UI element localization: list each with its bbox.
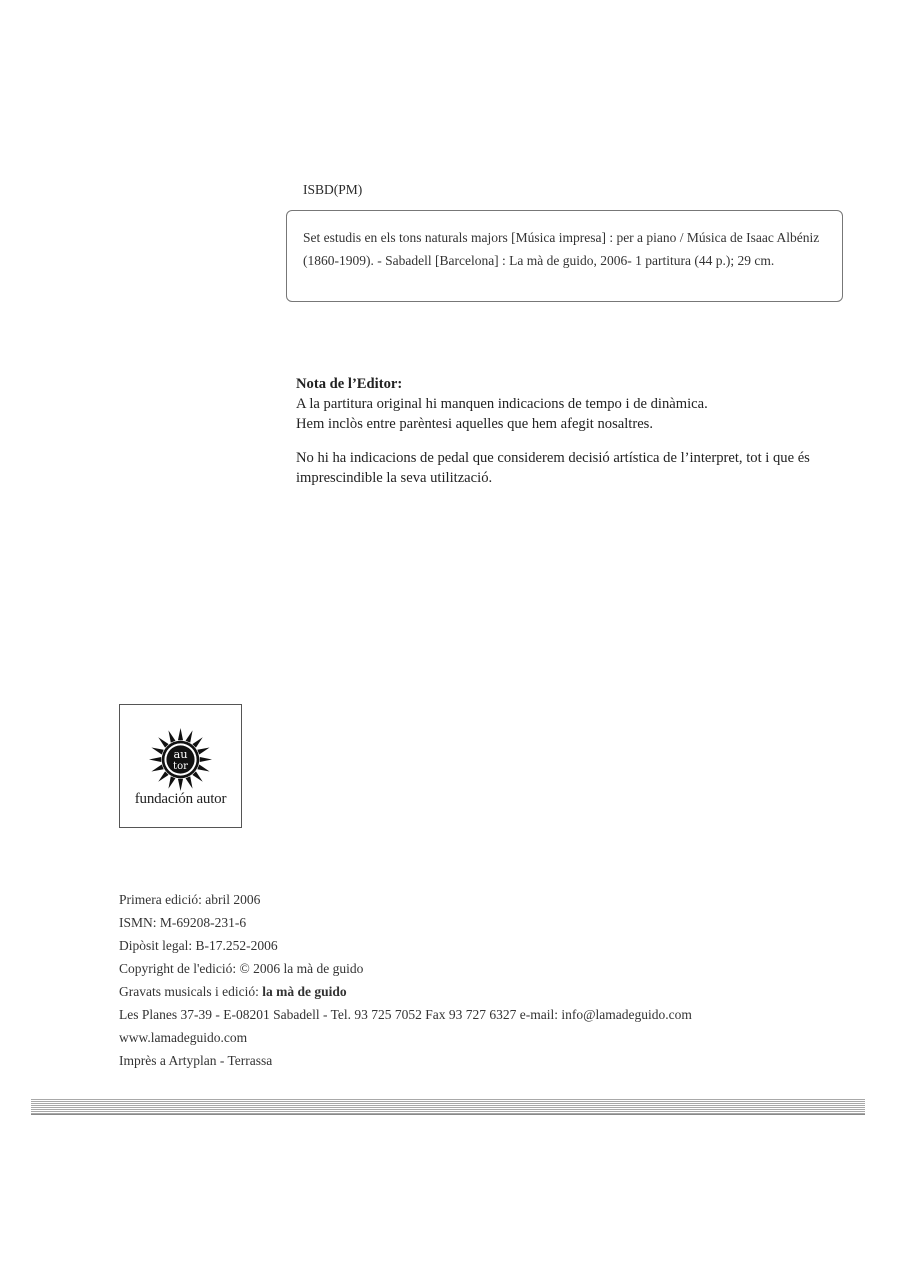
fundacion-autor-logo bbox=[119, 704, 242, 828]
isbd-record-text: Set estudis en els tons naturals majors [Música impresa] : per a piano / Música de Isaac Albéniz (1860-1909). - Sabadell [Barcelona] : La mà de guido, 2006- 1 partitura (44 p.); 29 cm. bbox=[303, 230, 820, 268]
colophon-credits bbox=[119, 888, 692, 1072]
sun-ray bbox=[186, 776, 193, 788]
logo-caption: fundación autor bbox=[134, 791, 227, 807]
sun-ray bbox=[192, 771, 202, 781]
editor-note-line-2: Hem inclòs entre parèntesi aquelles que hem afegit nosaltres. bbox=[296, 416, 654, 432]
sun-ray bbox=[186, 730, 193, 742]
editor-note bbox=[296, 374, 846, 488]
emblem-letters-bottom: tor bbox=[173, 760, 188, 772]
sun-ray bbox=[151, 765, 163, 772]
editor-note-title: Nota de l’Editor: bbox=[296, 376, 403, 392]
sun-ray bbox=[149, 757, 161, 762]
editor-note-paragraph-2: No hi ha indicacions de pedal que considerem decisió artística de l’interpret, tot i que és imprescindible la seva utilització. bbox=[296, 450, 810, 486]
sun-ray bbox=[158, 737, 168, 747]
printer: Imprès a Artyplan - Terrassa bbox=[119, 1053, 273, 1068]
sun-ray bbox=[200, 757, 212, 762]
emblem-letters-top: au bbox=[173, 747, 188, 762]
engraving-publisher: la mà de guido bbox=[262, 984, 347, 999]
copyright: Copyright de l'edició: © 2006 la mà de guido bbox=[119, 961, 364, 976]
sun-ray bbox=[168, 776, 175, 788]
sun-ray bbox=[168, 730, 175, 742]
legal-deposit: Dipòsit legal: B-17.252-2006 bbox=[119, 938, 278, 953]
first-edition: Primera edició: abril 2006 bbox=[119, 892, 261, 907]
sun-ray bbox=[158, 771, 168, 781]
sun-ray bbox=[197, 747, 209, 754]
footer-rule bbox=[31, 1099, 865, 1115]
sun-emblem-icon bbox=[147, 726, 214, 793]
sun-ray bbox=[192, 737, 202, 747]
isbd-label: ISBD(PM) bbox=[303, 182, 363, 197]
isbd-record-box bbox=[286, 210, 843, 302]
editor-note-line-1: A la partitura original hi manquen indicacions de tempo i de dinàmica. bbox=[296, 396, 708, 412]
sun-ray bbox=[197, 765, 209, 772]
sun-ray bbox=[178, 779, 183, 791]
publisher-address: Les Planes 37-39 - E-08201 Sabadell - Tel. 93 725 7052 Fax 93 727 6327 e-mail: info@lamadeguido.com bbox=[119, 1007, 692, 1022]
engraving-prefix: Gravats musicals i edició: bbox=[119, 984, 263, 999]
sun-ray bbox=[151, 747, 163, 754]
ismn: ISMN: M-69208-231-6 bbox=[119, 915, 247, 930]
engraving-credit bbox=[119, 980, 692, 1003]
sun-ray bbox=[178, 728, 183, 740]
publisher-website: www.lamadeguido.com bbox=[119, 1030, 248, 1045]
